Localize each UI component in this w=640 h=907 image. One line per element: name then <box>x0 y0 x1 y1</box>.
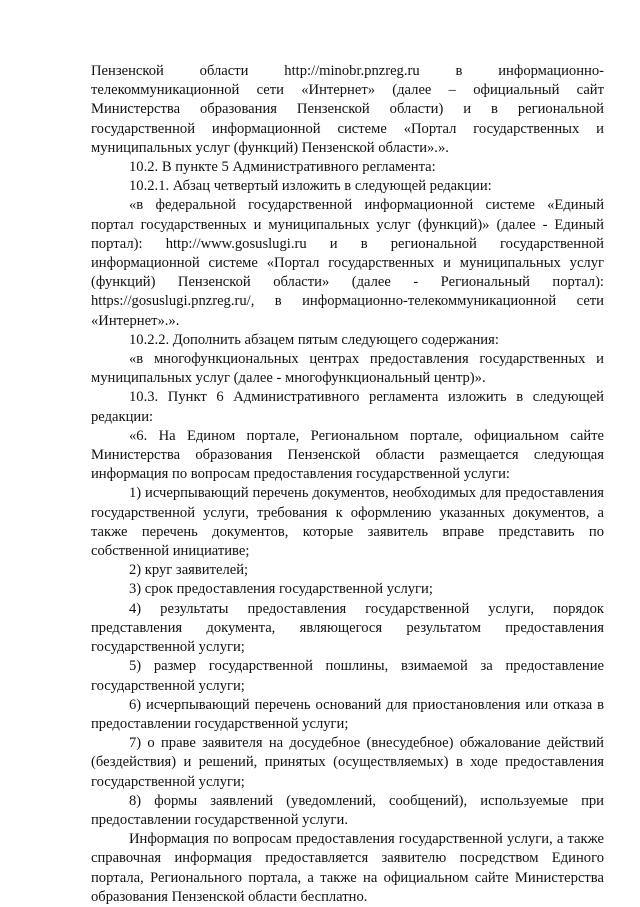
paragraph-10-2-2: 10.2.2. Дополнить абзацем пятым следующего содержания: <box>129 331 499 348</box>
paragraph-continuation: Пензенской области http://minobr.pnzreg.ru в информационно-телекоммуникационной сети «Интернет» (далее – официальный сайт Министерства образования Пензенской области) и в региональной государственной информационной системе «Портал государственных и муниципальных услуг (функций) Пензенской области».». <box>91 63 604 156</box>
list-item-5: 5) размер государственной пошлины, взимаемой за предоставление государственной услуги; <box>91 658 604 694</box>
list-item-8: 8) формы заявлений (уведомлений, сообщений), используемые при предоставлении государственной услуги. <box>91 792 604 828</box>
list-item-2: 2) круг заявителей; <box>129 562 249 579</box>
paragraph-quote-mfc: «в многофункциональных центрах предоставления государственных и муниципальных услуг (далее - многофункциональный центр)». <box>91 351 604 387</box>
paragraph-info-free: Информация по вопросам предоставления государственной услуги, а также справочная информация предоставляется заявителю посредством Единого портала, Регионального портала, а также на официальном сайте Министерства образования Пензенской области бесплатно. <box>91 831 604 905</box>
list-item-6: 6) исчерпывающий перечень оснований для приостановления или отказа в предоставлении государственной услуги; <box>91 696 604 732</box>
paragraph-10-2: 10.2. В пункте 5 Административного регламента: <box>129 159 436 176</box>
paragraph-point-6: «6. На Едином портале, Региональном портале, официальном сайте Министерства образования Пензенской области размещается следующая информация по вопросам предоставления государственной услуги: <box>91 427 604 483</box>
list-item-3: 3) срок предоставления государственной услуги; <box>129 581 433 598</box>
list-item-4: 4) результаты предоставления государственной услуги, порядок представления документа, являющегося результатом предоставления государственной услуги; <box>91 600 604 656</box>
paragraph-quote-federal-system: «в федеральной государственной информационной системе «Единый портал государственных и муниципальных услуг (функций)» (далее - Единый портал): http://www.gosuslugi.ru и в региональной государственной информационной системе «Портал государственных и муниципальных услуг (функций) Пензенской области» (далее - Региональный портал): https://gosuslugi.pnzreg.ru/, в информационно-телекоммуникационной сети «Интернет».». <box>91 197 604 329</box>
paragraph-10-2-1: 10.2.1. Абзац четвертый изложить в следующей редакции: <box>129 178 492 195</box>
list-item-1: 1) исчерпывающий перечень документов, необходимых для предоставления государственной услуги, требования к оформлению указанных документов, а также перечень документов, которые заявитель вправе представить по собственной инициативе; <box>91 485 604 560</box>
paragraph-10-3: 10.3. Пункт 6 Административного регламента изложить в следующей редакции: <box>91 389 604 425</box>
document-page <box>91 62 604 907</box>
list-item-7: 7) о праве заявителя на досудебное (внесудебное) обжалование действий (бездействия) и решений, принятых (осуществляемых) в ходе предоставления государственной услуги; <box>91 735 604 790</box>
